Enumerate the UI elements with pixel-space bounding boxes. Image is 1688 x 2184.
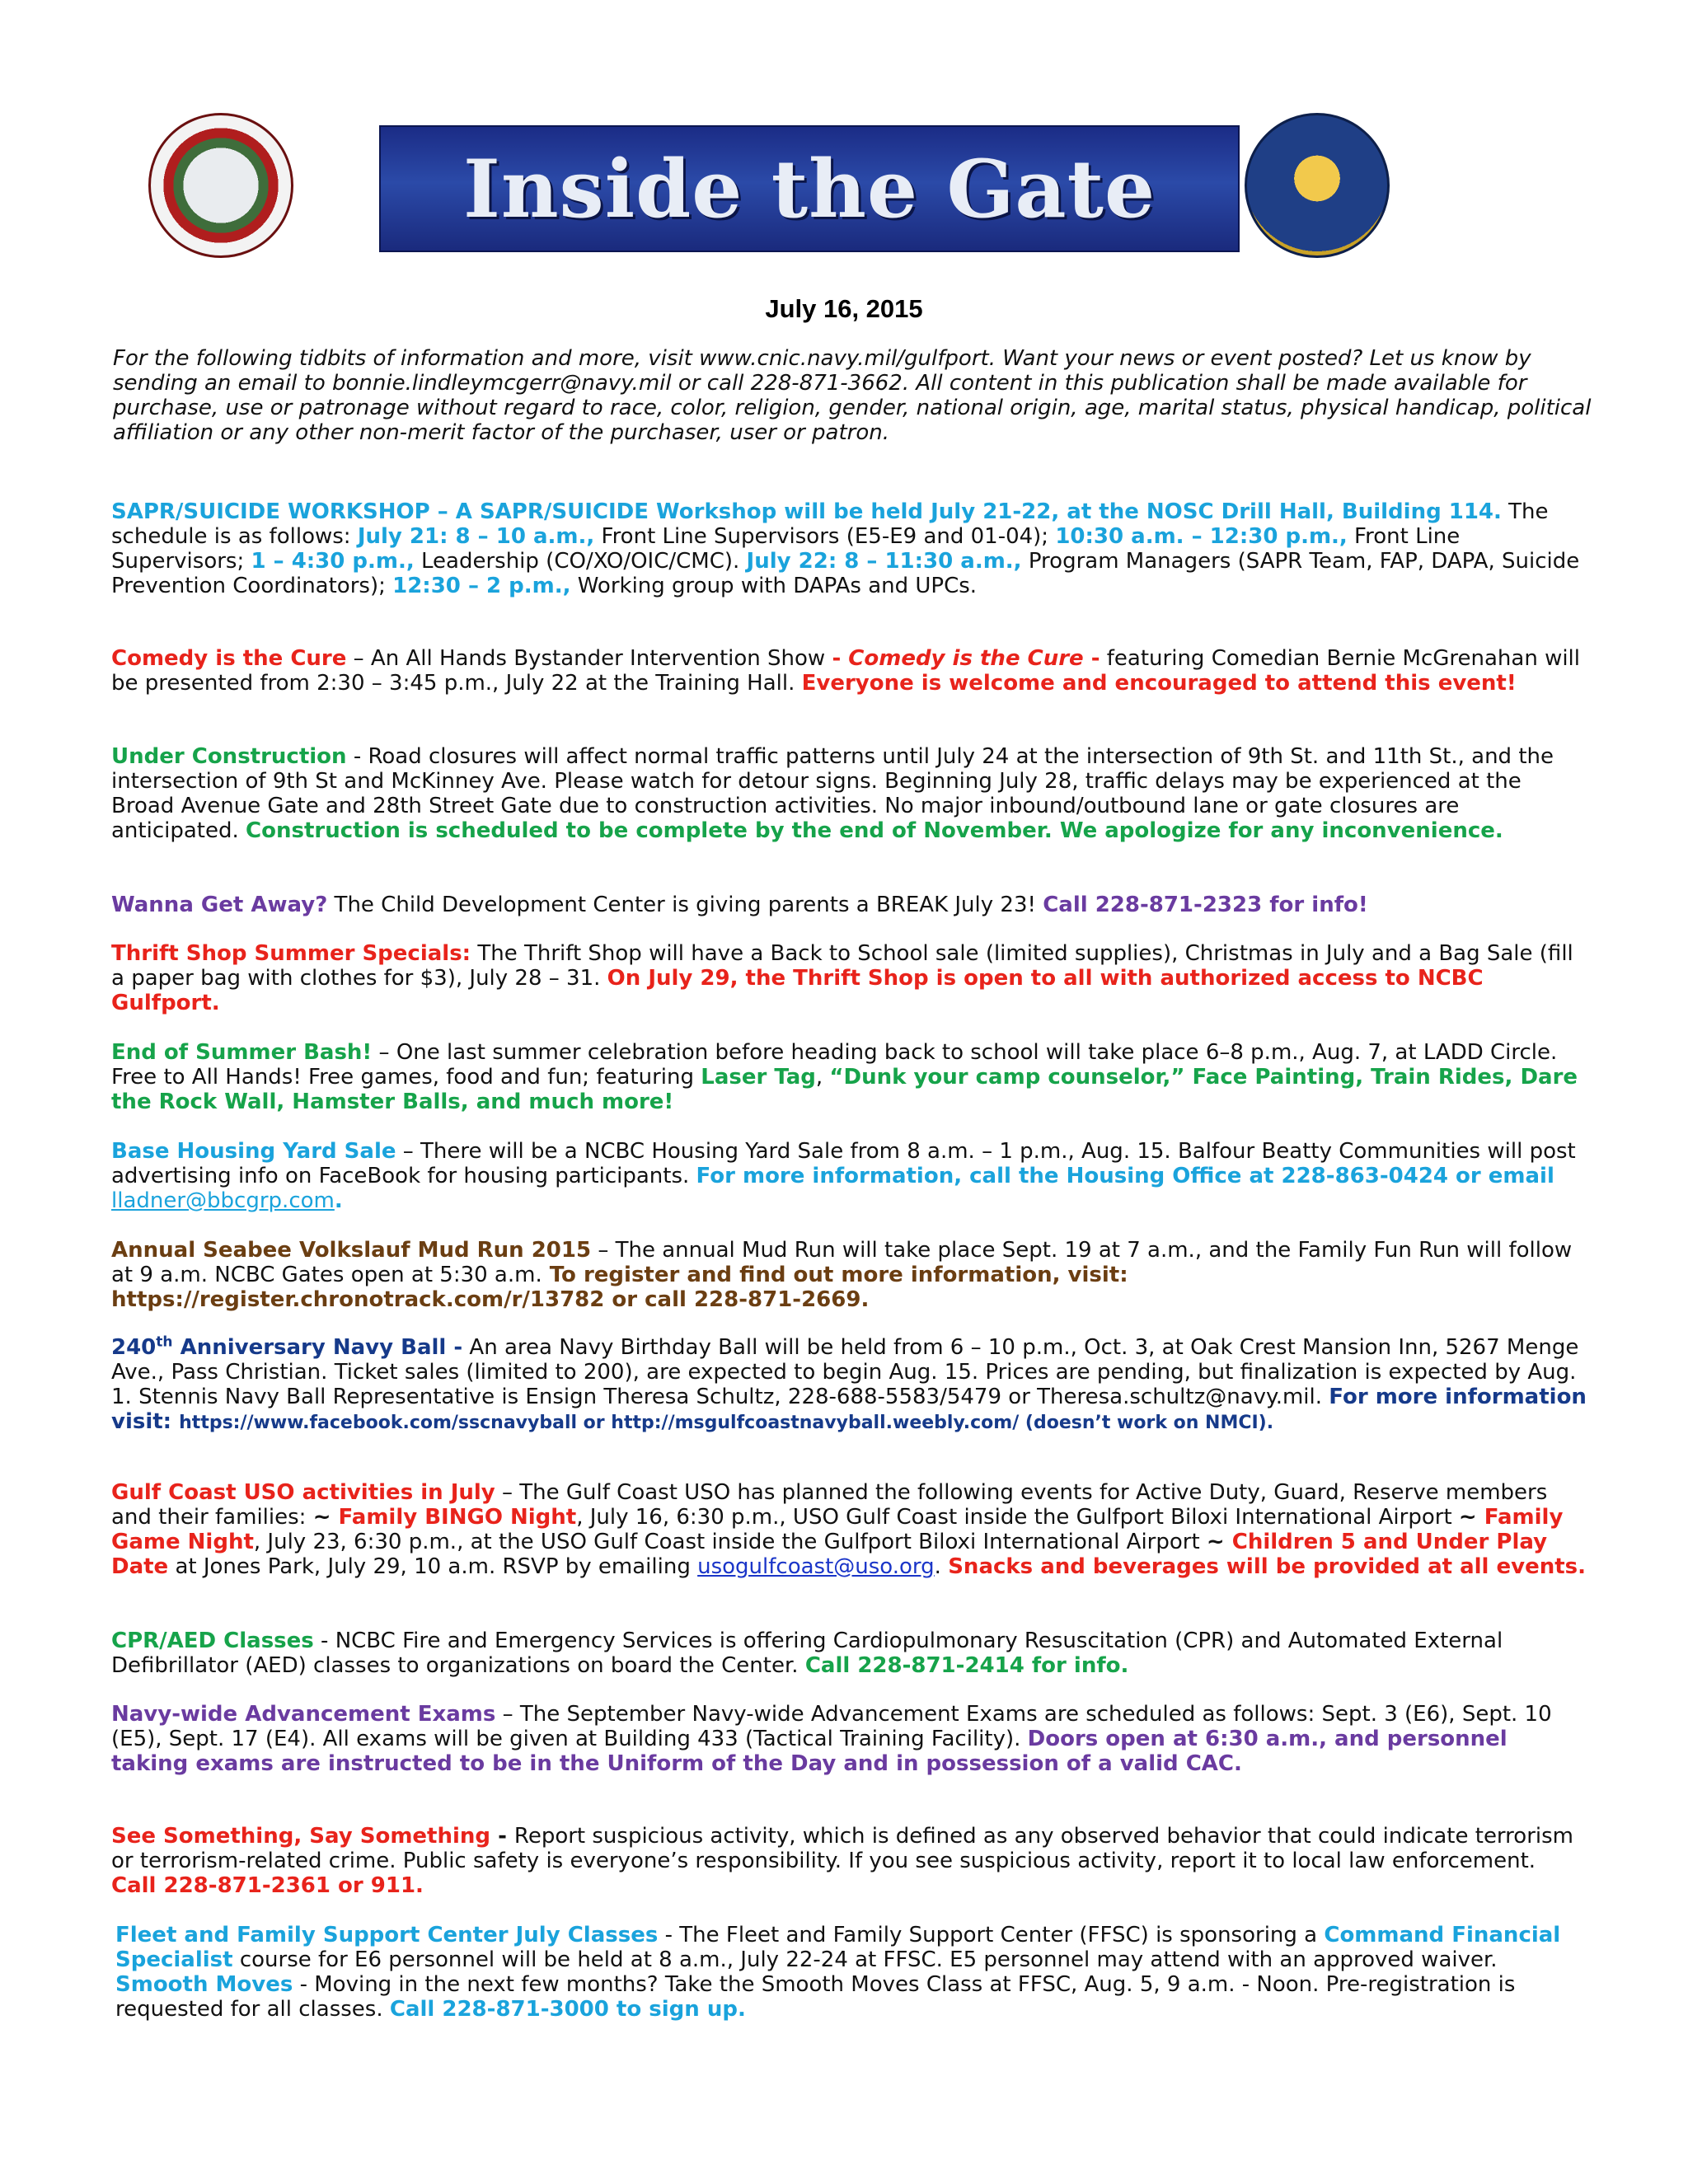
seabee-seal-logo bbox=[1245, 113, 1390, 258]
article-text: – The September Navy-wide Advancement Exams are scheduled as follows: Sept. 3 (E6), Sept. 10 (E5), Sept. 17 (E4). All exams will be given at Building 433 (Tactical Training Facility). bbox=[111, 1702, 1552, 1751]
article-base-housing-yard-sale bbox=[111, 1139, 1587, 1213]
article-text: The Child Development Center is giving parents a BREAK July 23! bbox=[327, 893, 1043, 917]
article-text: – There will be a NCBC Housing Yard Sale from 8 a.m. – 1 p.m., Aug. 15. Balfour Beatty Communities will post advertising info on FaceBook for housing participants. bbox=[111, 1139, 1576, 1188]
article-headline: Fleet and Family Support Center July Classes bbox=[115, 1923, 659, 1947]
article-text: , bbox=[815, 1065, 830, 1090]
article-text: - Road closures will affect normal traffic patterns until July 24 at the intersection of 9th St. and 11th St., and the intersection of 9th St and McKinney Ave. Please watch for detour signs. Beginning July 28, traffic delays may be experienced at the Broad Avenue Gate and 28th Street Gate due to construction activities. No major inbound/outbound lane or gate closures are anticipated. bbox=[111, 744, 1554, 843]
article-bullet: ~ bbox=[1206, 1530, 1232, 1554]
article-text: Leadership (CO/XO/OIC/CMC). bbox=[414, 549, 747, 574]
article-thrift-shop bbox=[111, 941, 1587, 1015]
article-text: Program Managers (SAPR Team, FAP, DAPA, Suicide Prevention Coordinators); bbox=[111, 549, 1580, 598]
article-highlight: Call 228-871-2414 for info. bbox=[804, 1653, 1129, 1678]
article-text: – One last summer celebration before heading back to school will take place 6–8 p.m., Aug. 7, at LADD Circle. Free to All Hands! Free games, food and fun; featuring bbox=[111, 1040, 1558, 1090]
article-highlight: For more information, call the Housing Office at 228-863-0424 or email bbox=[696, 1164, 1554, 1188]
article-under-construction bbox=[111, 744, 1587, 843]
article-highlight: Family BINGO Night bbox=[338, 1505, 577, 1530]
article-headline: Anniversary Navy Ball - bbox=[172, 1335, 463, 1360]
article-highlight: Children 5 and Under Play Date bbox=[111, 1530, 1548, 1579]
article-highlight: For more information visit: bbox=[111, 1385, 1587, 1434]
article-cpr-aed bbox=[111, 1629, 1587, 1678]
article-highlight: Everyone is welcome and encouraged to attend this event! bbox=[801, 671, 1517, 696]
article-highlight: Comedy is the Cure bbox=[848, 646, 1084, 671]
article-text: . bbox=[934, 1554, 949, 1579]
command-seal-logo bbox=[148, 113, 293, 258]
article-headline: Under Construction bbox=[111, 744, 347, 769]
article-text: – The Gulf Coast USO has planned the following events for Active Duty, Guard, Reserve members and their families: bbox=[111, 1480, 1548, 1530]
article-highlight: Construction is scheduled to be complete by the end of November. We apologize for any inconvenience. bbox=[246, 818, 1503, 843]
article-wanna-get-away bbox=[111, 893, 1587, 917]
article-dash: - bbox=[490, 1824, 514, 1849]
article-highlight: - bbox=[1083, 646, 1100, 671]
article-headline: Annual Seabee Volkslauf Mud Run 2015 bbox=[111, 1238, 592, 1263]
article-bullet: ~ bbox=[1458, 1505, 1484, 1530]
article-headline: See Something, Say Something bbox=[111, 1824, 491, 1849]
article-headline: Thrift Shop Summer Specials: bbox=[111, 941, 471, 966]
article-bullet: ~ bbox=[312, 1505, 339, 1530]
article-mud-run bbox=[111, 1238, 1587, 1312]
article-text: - NCBC Fire and Emergency Services is offering Cardiopulmonary Resuscitation (CPR) and Automated External Defibrillator (AED) classes to organizations on board the Center. bbox=[111, 1629, 1503, 1678]
intro-paragraph: For the following tidbits of information and more, visit www.cnic.navy.mil/gulfport. Want your news or event posted? Let us know by sending an email to bonnie.lindleymcgerr@navy.mil or call 228-871-3662. All content in this publication shall be made available for purchase, use or patronage without regard to race, color, religion, gender, national origin, age, marital status, physical handicap, political affiliation or any other non-merit factor of the purchaser, user or patron. bbox=[113, 346, 1592, 445]
article-text: – An All Hands Bystander Intervention Show bbox=[346, 646, 832, 671]
article-text: Front Line Supervisors (E5-E9 and 01-04); bbox=[594, 524, 1056, 549]
article-highlight: . bbox=[334, 1188, 343, 1213]
article-text: The Thrift Shop will have a Back to School sale (limited supplies), Christmas in July and a Bag Sale (fill a paper bag with clothes for $3), July 28 – 31. bbox=[111, 941, 1573, 991]
article-highlight: Call 228-871-2361 or 911. bbox=[111, 1873, 424, 1898]
article-highlight: Call 228-871-2323 for info! bbox=[1043, 893, 1368, 917]
article-headline: SAPR/SUICIDE WORKSHOP – A SAPR/SUICIDE Workshop will be held July 21-22, at the NOSC Drill Hall, Building 114. bbox=[111, 499, 1502, 524]
article-text: course for E6 personnel will be held at 8 a.m., July 22-24 at FFSC. E5 personnel may attend with an approved waiver. bbox=[232, 1947, 1498, 1972]
housing-email-link[interactable]: lladner@bbcgrp.com bbox=[111, 1188, 335, 1213]
article-headline: Navy-wide Advancement Exams bbox=[111, 1702, 496, 1727]
masthead-title: Inside the Gate bbox=[462, 142, 1156, 236]
article-highlight: 12:30 – 2 p.m., bbox=[392, 574, 571, 598]
article-text: , July 23, 6:30 p.m., at the USO Gulf Coast inside the Gulfport Biloxi International Airport bbox=[253, 1530, 1207, 1554]
article-highlight: Snacks and beverages will be provided at all events. bbox=[948, 1554, 1587, 1579]
uso-email-link[interactable]: usogulfcoast@uso.org bbox=[697, 1554, 935, 1579]
article-headline: End of Summer Bash! bbox=[111, 1040, 373, 1065]
article-headline: Gulf Coast USO activities in July bbox=[111, 1480, 495, 1505]
article-gulf-coast-uso bbox=[111, 1480, 1587, 1579]
article-text: , July 16, 6:30 p.m., USO Gulf Coast inside the Gulfport Biloxi International Airport bbox=[576, 1505, 1459, 1530]
article-highlight: On July 29, the Thrift Shop is open to all with authorized access to NCBC Gulfport. bbox=[111, 966, 1484, 1015]
article-text: - The Fleet and Family Support Center (FFSC) is sponsoring a bbox=[658, 1923, 1325, 1947]
article-highlight: Family Game Night bbox=[111, 1505, 1564, 1554]
article-highlight: July 21: 8 – 10 a.m., bbox=[357, 524, 595, 549]
article-text: An area Navy Birthday Ball will be held from 6 – 10 p.m., Oct. 3, at Oak Crest Mansion Inn, 5267 Menge Ave., Pass Christian. Ticket sales (limited to 200), are expected to begin Aug. 15. Prices are pending, but finalization is expected by Aug. 1. Stennis Navy Ball Representative is Ensign Theresa Schultz, 228-688-5583/5479 or Theresa.schultz@navy.mil. bbox=[111, 1335, 1579, 1409]
article-headline: Comedy is the Cure bbox=[111, 646, 347, 671]
article-see-something bbox=[111, 1824, 1587, 1898]
article-headline: 240 bbox=[111, 1335, 157, 1360]
article-highlight: Command Financial Specialist bbox=[115, 1923, 1561, 1972]
article-text: Working group with DAPAs and UPCs. bbox=[570, 574, 978, 598]
article-text: Front Line Supervisors; bbox=[111, 524, 1461, 574]
masthead-title-box bbox=[379, 125, 1240, 252]
article-highlight: Smooth Moves bbox=[115, 1972, 293, 1997]
masthead-banner bbox=[148, 109, 1401, 257]
issue-date: July 16, 2015 bbox=[765, 294, 923, 323]
article-sapr-workshop bbox=[111, 499, 1587, 598]
article-highlight: Doors open at 6:30 a.m., and personnel taking exams are instructed to be in the Uniform of the Day and in possession of a valid CAC. bbox=[111, 1727, 1507, 1776]
article-end-of-summer-bash bbox=[111, 1040, 1587, 1114]
article-text: – The annual Mud Run will take place Sept. 19 at 7 a.m., and the Family Fun Run will follow at 9 a.m. NCBC Gates open at 5:30 a.m. bbox=[111, 1238, 1573, 1287]
article-highlight: “Dunk your camp counselor,” Face Painting, Train Rides, Dare the Rock Wall, Hamster Balls, and much more! bbox=[111, 1065, 1578, 1114]
article-text: featuring Comedian Bernie McGrenahan will be presented from 2:30 – 3:45 p.m., July 22 at the Training Hall. bbox=[111, 646, 1581, 696]
article-navy-ball bbox=[111, 1335, 1587, 1436]
article-highlight: 1 – 4:30 p.m., bbox=[251, 549, 415, 574]
article-headline: Base Housing Yard Sale bbox=[111, 1139, 396, 1164]
article-highlight: - bbox=[832, 646, 849, 671]
article-headline: CPR/AED Classes bbox=[111, 1629, 314, 1653]
article-highlight: To register and find out more information, visit: https://register.chronotrack.com/r/13782 or call 228-871-2669. bbox=[111, 1263, 1128, 1312]
article-headline: Wanna Get Away? bbox=[111, 893, 328, 917]
article-highlight: July 22: 8 – 11:30 a.m., bbox=[746, 549, 1022, 574]
article-text: - Moving in the next few months? Take the Smooth Moves Class at FFSC, Aug. 5, 9 a.m. - Noon. Pre-registration is requested for all classes. bbox=[115, 1972, 1516, 2022]
article-ffsc-classes bbox=[115, 1923, 1591, 2022]
article-comedy-cure bbox=[111, 646, 1587, 696]
article-text: Report suspicious activity, which is defined as any observed behavior that could indicate terrorism or terrorism-related crime. Public safety is everyone’s responsibility. If you see suspicious activity, report it to local law enforcement. bbox=[111, 1824, 1573, 1873]
article-text: at Jones Park, July 29, 10 a.m. RSVP by emailing bbox=[168, 1554, 698, 1579]
article-headline-sup: th bbox=[156, 1333, 173, 1351]
article-highlight: 10:30 a.m. – 12:30 p.m., bbox=[1055, 524, 1348, 549]
article-highlight: Call 228-871-3000 to sign up. bbox=[389, 1997, 746, 2022]
article-text: The schedule is as follows: bbox=[111, 499, 1549, 549]
article-highlight: Laser Tag bbox=[701, 1065, 816, 1090]
article-advancement-exams bbox=[111, 1702, 1587, 1776]
navy-ball-links: https://www.facebook.com/sscnavyball or http://msgulfcoastnavyball.weebly.com/ (doesn’t work on NMCI). bbox=[179, 1413, 1274, 1433]
